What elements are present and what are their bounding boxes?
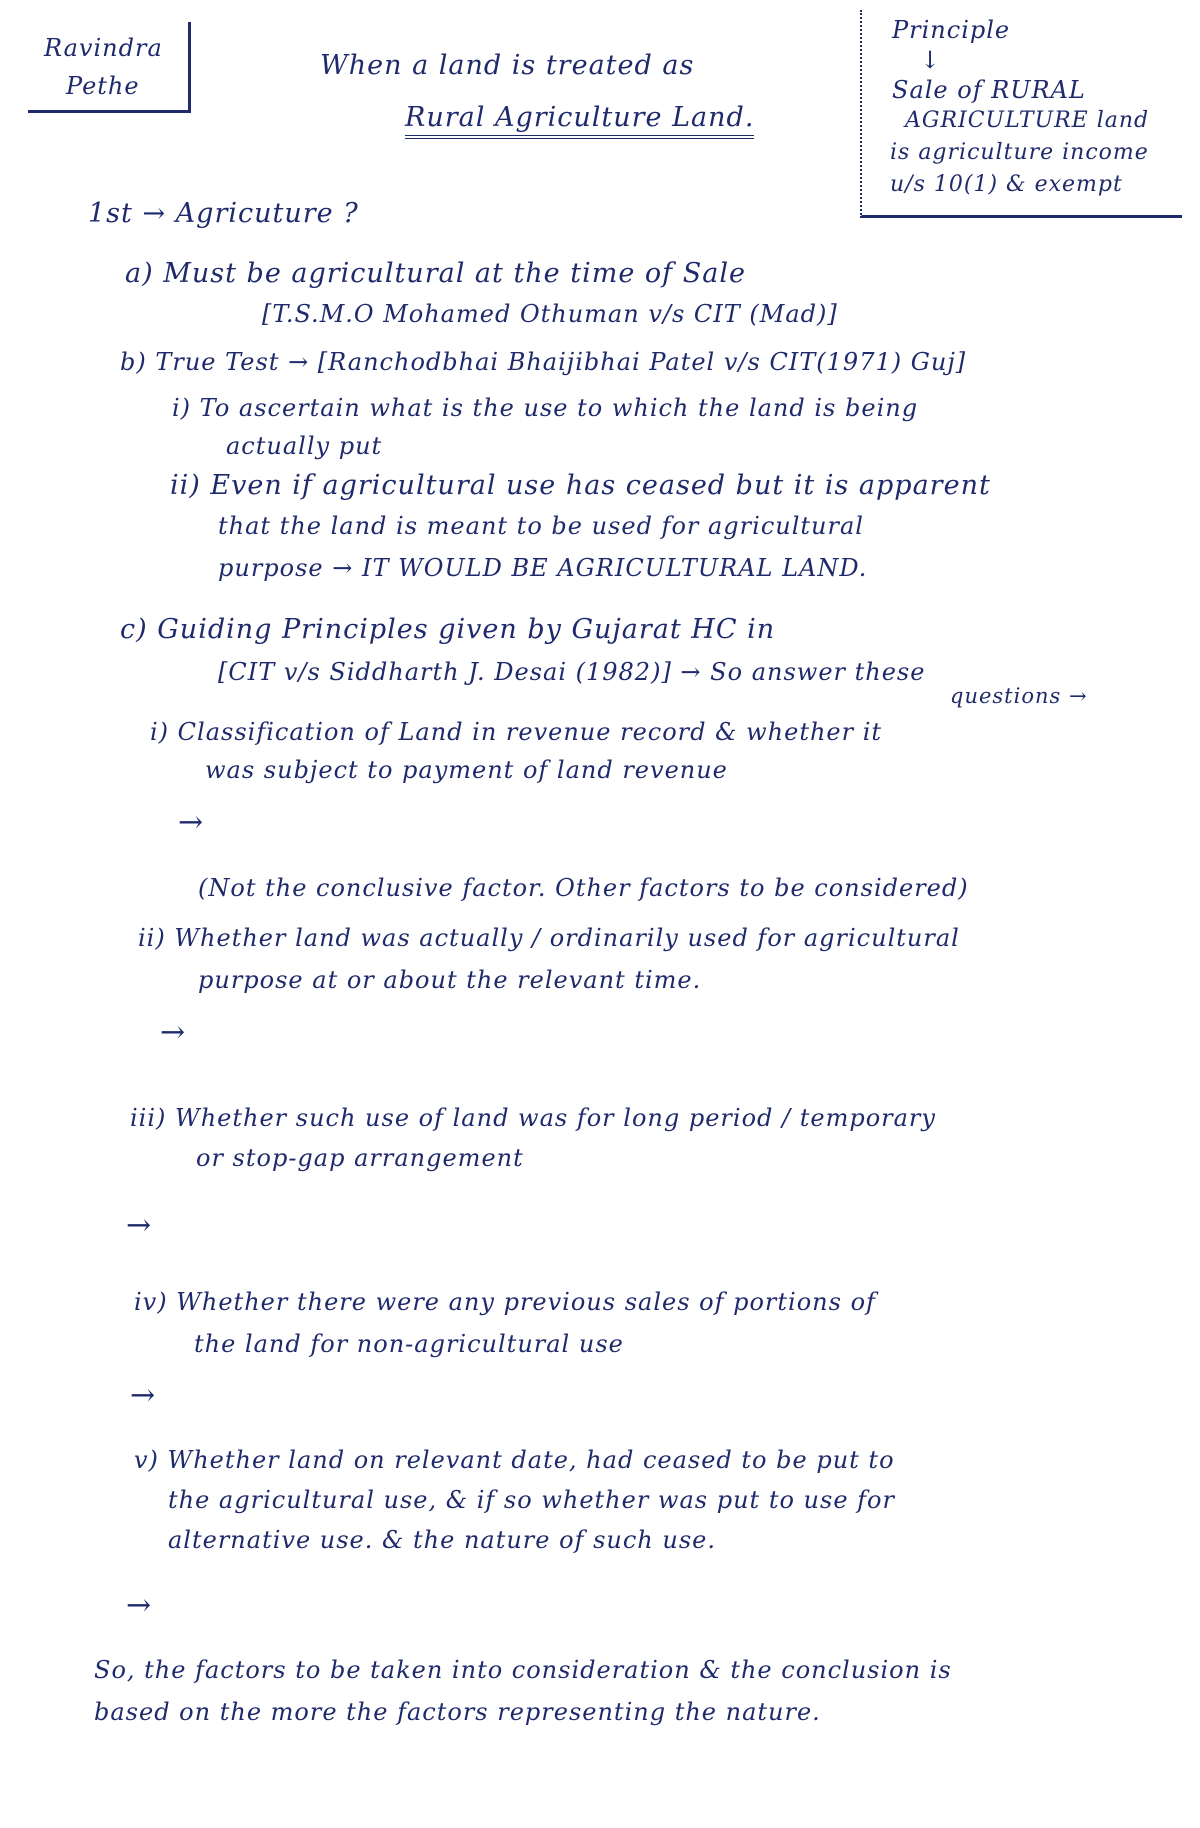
point-c-citation: [CIT v/s Siddharth J. Desai (1982)] → So answer these: [218, 658, 926, 686]
point-c-v-line-2: the agricultural use, & if so whether was put to use for: [168, 1486, 895, 1514]
point-c-ii-line-1: ii) Whether land was actually / ordinarily used for agricultural: [138, 924, 960, 952]
point-c-iv-line-1: iv) Whether there were any previous sales of portions of: [134, 1288, 876, 1316]
principle-line-4: u/s 10(1) & exempt: [890, 172, 1123, 197]
point-b-ii-line-1: ii) Even if agricultural use has ceased but it is apparent: [170, 470, 991, 501]
point-c-v-line-1: v) Whether land on relevant date, had ceased to be put to: [134, 1446, 895, 1474]
principle-line-2: AGRICULTURE land: [905, 108, 1150, 133]
first-heading: 1st → Agricuture ?: [88, 198, 359, 229]
principle-title: Principle: [892, 16, 1011, 44]
point-b-i-line-1: i) To ascertain what is the use to which the land is being: [172, 394, 919, 422]
principle-line-1: Sale of RURAL: [892, 76, 1086, 104]
heading-line-2: Rural Agriculture Land.: [405, 102, 754, 139]
answer-arrow-4: →: [130, 1378, 156, 1413]
point-a-line-1: a) Must be agricultural at the time of Sale: [125, 258, 746, 289]
point-a-citation: [T.S.M.O Mohamed Othuman v/s CIT (Mad)]: [262, 300, 838, 328]
answer-arrow-2: →: [160, 1015, 186, 1050]
author-box: [28, 22, 191, 113]
point-b-ii-line-3: purpose → IT WOULD BE AGRICULTURAL LAND.: [218, 554, 868, 582]
answer-arrow-5: →: [126, 1588, 152, 1623]
point-b-line-1: b) True Test → [Ranchodbhai Bhaijibhai Patel v/s CIT(1971) Guj]: [120, 348, 967, 376]
point-c-note: (Not the conclusive factor. Other factors to be considered): [198, 874, 969, 902]
point-c-i-line-2: was subject to payment of land revenue: [205, 756, 728, 784]
point-c-iv-line-2: the land for non-agricultural use: [194, 1330, 624, 1358]
point-c-iii-line-1: iii) Whether such use of land was for long period / temporary: [130, 1104, 936, 1132]
author-first-name: Ravindra: [44, 34, 163, 62]
conclusion-line-2: based on the more the factors representing the nature.: [94, 1698, 821, 1726]
answer-arrow-3: →: [126, 1208, 152, 1243]
principle-down-arrow: ↓: [920, 46, 942, 74]
author-last-name: Pethe: [66, 72, 140, 100]
answer-arrow-1: →: [178, 805, 204, 840]
point-c-v-line-3: alternative use. & the nature of such use.: [168, 1526, 716, 1554]
point-c-ii-line-2: purpose at or about the relevant time.: [198, 966, 702, 994]
heading-line-1: When a land is treated as: [320, 50, 695, 81]
conclusion-line-1: So, the factors to be taken into consideration & the conclusion is: [94, 1656, 952, 1684]
point-c-line-1: c) Guiding Principles given by Gujarat HC in: [120, 614, 776, 645]
point-c-i-line-1: i) Classification of Land in revenue record & whether it: [150, 718, 883, 746]
point-b-ii-line-2: that the land is meant to be used for agricultural: [218, 512, 864, 540]
point-b-i-line-2: actually put: [226, 432, 383, 460]
principle-line-3: is agriculture income: [890, 140, 1149, 165]
point-c-questions: questions →: [950, 684, 1088, 708]
point-c-iii-line-2: or stop-gap arrangement: [196, 1144, 524, 1172]
